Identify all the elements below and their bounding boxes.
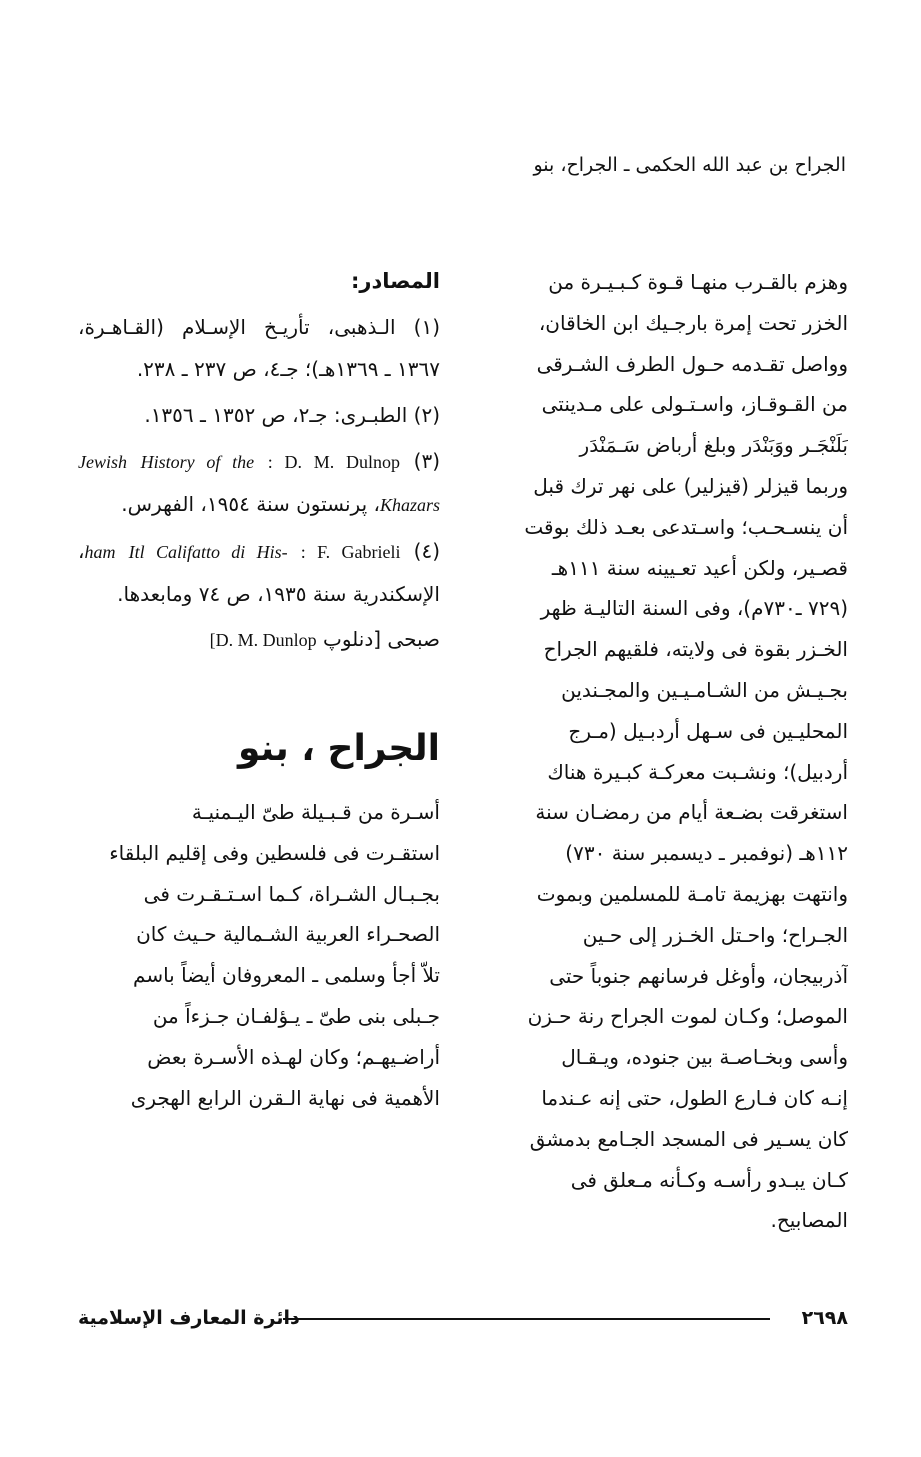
text-line: بجـبـال الشـراة، كـما اسـتـقـرت فى xyxy=(143,881,440,906)
source-entry-1: (١) الـذهبى، تأريـخ الإسـلام (القـاهـرة، ١٣٦٧ ـ ١٣٦٩هـ)؛ جـ٤، ص ٢٣٧ ـ ٢٣٨. xyxy=(78,315,440,381)
text-line: كان يسـير فى المسجد الجـامع بدمشق xyxy=(529,1126,848,1151)
source-publication: ، پرنستون سنة ١٩٥٤، الفهرس. xyxy=(121,492,380,516)
source-title-continued: ham xyxy=(84,542,116,562)
right-column xyxy=(495,262,848,1241)
source-entry-2: (٢) الطبـرى: جـ٢، ص ١٣٥٢ ـ ١٣٥٦. xyxy=(144,403,440,427)
text-line: أردبيل)؛ ونشـبت معركـة كبـيرة هناك xyxy=(547,759,848,784)
page-footer xyxy=(78,1303,848,1333)
source-entry-4 xyxy=(78,530,440,615)
text-line: المصابيح. xyxy=(770,1208,848,1233)
source-title: Itl Califatto di His- xyxy=(128,542,288,562)
source-author: : F. Gabrieli xyxy=(300,542,401,562)
left-column xyxy=(78,262,440,1118)
footer-rule xyxy=(283,1318,770,1320)
source-number: (٣) xyxy=(413,449,441,473)
text-line: بجـيـش من الشـامـيـين والمجـندين xyxy=(561,677,848,702)
source-number: (٤) xyxy=(413,539,440,563)
text-line: وأسى وبخـاصـة بين جنوده، ويـقـال xyxy=(561,1045,848,1070)
text-line: وربما قيزلر (قيزلير) على نهر ترك قبل xyxy=(533,473,848,498)
text-line: الخـزر بقوة فى ولايته، فلقيهم الجراح xyxy=(543,637,848,662)
text-line: جـبلى بنى طىّ ـ يـؤلفـان جـزءاً من xyxy=(152,1003,440,1028)
text-line: أراضـيهـم؛ وكان لهـذه الأسـرة بعض xyxy=(147,1044,440,1069)
text-line: استغرقت بضـعة أيام من رمضـان سنة xyxy=(535,800,848,825)
article-title: الجراح ، بنو xyxy=(237,728,440,769)
source-title-continued: Jewish Khazars xyxy=(78,452,440,515)
text-line: بَلَنْجَـر ووَبَنْدَر وبلغ أرباض سَـمَنْدَر xyxy=(579,433,848,458)
text-line: قصـير، ولكن أعيد تعـيينه سنة ١١١هـ xyxy=(551,555,848,580)
running-header: الجراح بن عبد الله الحكمى ـ الجراح، بنو xyxy=(533,154,846,176)
text-line: وواصل تقـدمه حـول الطرف الشـرقى xyxy=(536,351,848,376)
book-title: دائرة المعارف الإسلامية xyxy=(78,1307,300,1329)
text-line: تلاّ أجأ وسلمى ـ المعروفان أيضاً باسم xyxy=(133,963,440,988)
text-line: وانتهت بهزيمة تامـة للمسلمين وبموت xyxy=(536,881,848,906)
page-number: ٢٦٩٨ xyxy=(801,1307,848,1329)
author-signature xyxy=(78,619,440,660)
text-line: أسـرة من قـبـيلة طىّ اليـمنيـة xyxy=(191,800,440,824)
text-line: المحليـين فى سـهل أردبـيل (مـرج xyxy=(568,718,848,743)
text-line: الجـراح؛ واحـتل الخـزر إلى حـين xyxy=(582,922,848,947)
text-line: كـان يبـدو رأسـه وكـأنه مـعلق فى xyxy=(570,1167,848,1192)
text-line: وهزم بالقـرب منهـا قـوة كـبـيـرة من xyxy=(548,270,848,294)
text-line: (٧٢٩ ـ٧٣٠م)، وفى السنة التاليـة ظهر xyxy=(540,596,848,621)
text-line: الأهمية فى نهاية الـقرن الرابع الهجرى xyxy=(130,1085,440,1110)
text-line: ١١٢هـ (نوفمبر ـ ديسمبر سنة ٧٣٠) xyxy=(565,841,848,866)
source-author: : D. M. Dulnop xyxy=(267,452,401,472)
signature-arabic: صبحى [دنلوپ xyxy=(322,627,440,651)
sources-heading: المصادر: xyxy=(350,269,440,293)
text-line: الخزر تحت إمرة بارجـيك ابن الخاقان، xyxy=(538,310,848,335)
source-publication: ، الإسكندرية سنة ١٩٣٥، ص ٧٤ ومابعدها. xyxy=(78,539,440,606)
text-line: آذربيجان، وأوغل فرسانهم جنوباً حتى xyxy=(549,963,848,988)
text-line: استقـرت فى فلسطين وفى إقليم البلقاء xyxy=(109,840,440,865)
signature-latin: [D. M. Dunlop xyxy=(209,630,317,650)
source-title: History of the xyxy=(140,452,255,472)
text-line: أن ينسـحـب؛ واسـتدعى بعـد ذلك بوقت xyxy=(524,514,848,539)
text-line: الموصل؛ وكـان لموت الجراح رنة حـزن xyxy=(527,1004,848,1029)
text-line: من القـوقـاز، واسـتـولى على مـدينتى xyxy=(541,392,848,417)
source-entry-3 xyxy=(78,440,440,526)
text-line: إنـه كان فـارع الطول، حتى إنه عـندما xyxy=(541,1085,848,1110)
article-body xyxy=(78,792,440,1118)
text-line: الصحـراء العربية الشـمالية حـيث كان xyxy=(136,922,440,947)
